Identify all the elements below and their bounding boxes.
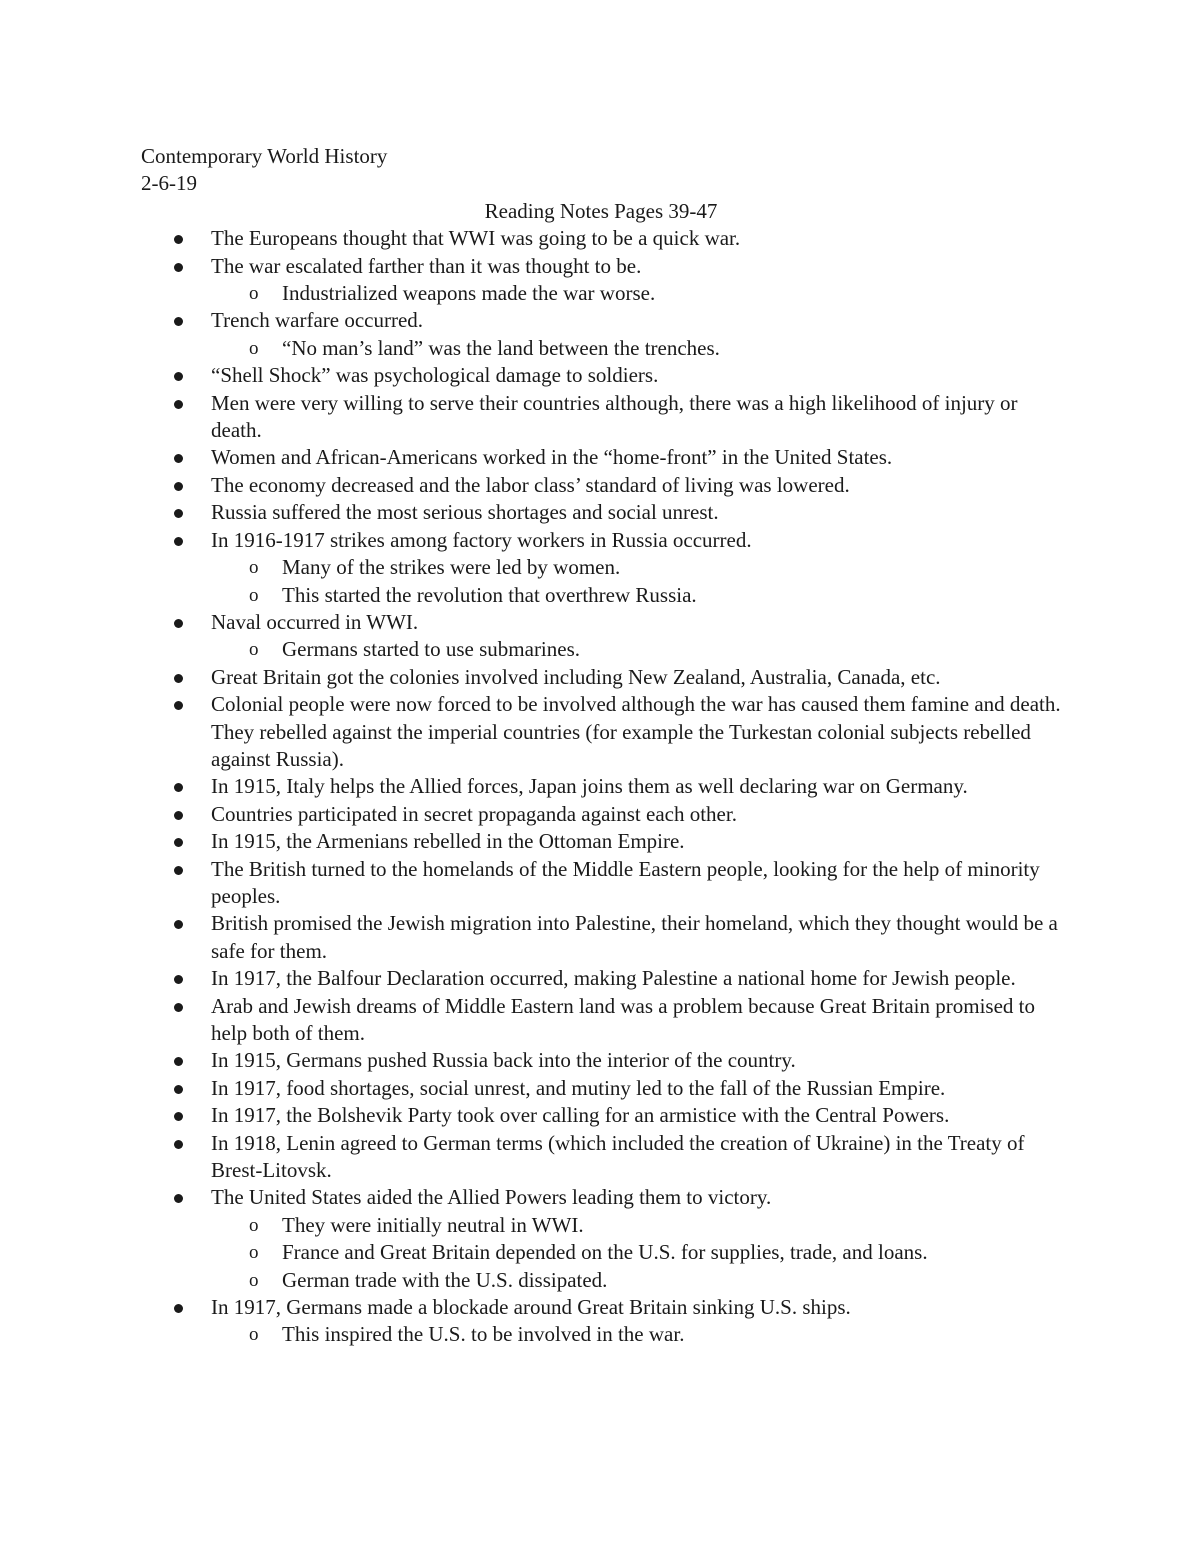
sub-note-text: France and Great Britain depended on the U.S. for supplies, trade, and loans. — [282, 1240, 928, 1265]
note-text: In 1916-1917 strikes among factory workers in Russia occurred. — [211, 527, 752, 552]
note-item — [141, 910, 1071, 965]
note-text: The economy decreased and the labor class’ standard of living was lowered. — [211, 472, 850, 497]
note-item — [141, 390, 1071, 445]
sub-note-text: German trade with the U.S. dissipated. — [282, 1267, 608, 1292]
note-item — [141, 253, 1071, 280]
bullet-dot-icon — [174, 509, 183, 518]
note-text: In 1917, food shortages, social unrest, and mutiny led to the fall of the Russian Empire. — [211, 1075, 946, 1100]
note-text: The United States aided the Allied Powers leading them to victory. — [211, 1185, 772, 1210]
bullet-dot-icon — [174, 400, 183, 409]
sub-bullet-icon: o — [249, 337, 259, 359]
note-item — [141, 1130, 1071, 1185]
note-item — [141, 1102, 1071, 1129]
bullet-dot-icon — [174, 701, 183, 710]
note-date: 2-6-19 — [141, 171, 197, 196]
note-text: Naval occurred in WWI. — [211, 609, 419, 634]
sub-bullet-icon: o — [249, 557, 259, 579]
sub-note-text: “No man’s land” was the land between the trenches. — [282, 335, 720, 360]
bullet-dot-icon — [174, 263, 183, 272]
note-text: British promised the Jewish migration into Palestine, their homeland, which they thought would be a safe for them. — [211, 911, 1058, 963]
note-item — [141, 472, 1071, 499]
bullet-dot-icon — [174, 454, 183, 463]
sub-bullet-icon: o — [249, 1242, 259, 1264]
bullet-dot-icon — [174, 537, 183, 546]
bullet-dot-icon — [174, 783, 183, 792]
note-item — [141, 499, 1071, 526]
bullet-dot-icon — [174, 317, 183, 326]
bullet-dot-icon — [174, 482, 183, 491]
note-text: In 1915, Italy helps the Allied forces, Japan joins them as well declaring war on Germany. — [211, 774, 968, 799]
bullet-dot-icon — [174, 1057, 183, 1066]
bullet-dot-icon — [174, 1112, 183, 1121]
note-item — [141, 664, 1071, 691]
notes-list — [141, 225, 1071, 1349]
note-text: Countries participated in secret propaganda against each other. — [211, 801, 737, 826]
bullet-dot-icon — [174, 811, 183, 820]
note-item — [141, 362, 1071, 389]
note-item — [141, 856, 1071, 911]
note-text: In 1918, Lenin agreed to German terms (which included the creation of Ukraine) in the Treaty of Brest-Litovsk. — [211, 1130, 1025, 1183]
note-item — [141, 1294, 1071, 1321]
note-text: In 1917, Germans made a blockade around Great Britain sinking U.S. ships. — [211, 1295, 851, 1320]
note-item — [141, 993, 1071, 1048]
sub-note-item — [141, 1267, 1071, 1294]
document-body — [141, 143, 1071, 1349]
sub-bullet-icon: o — [249, 283, 259, 305]
note-text: In 1915, the Armenians rebelled in the Ottoman Empire. — [211, 829, 685, 854]
sub-note-item — [141, 1321, 1071, 1348]
note-item — [141, 307, 1071, 334]
bullet-dot-icon — [174, 1003, 183, 1012]
sub-note-item — [141, 582, 1071, 609]
sub-bullet-icon: o — [249, 584, 259, 606]
sub-note-item — [141, 1239, 1071, 1266]
note-text: Arab and Jewish dreams of Middle Eastern land was a problem because Great Britain promised to help both of them. — [211, 993, 1036, 1045]
note-text: In 1915, Germans pushed Russia back into the interior of the country. — [211, 1048, 796, 1073]
bullet-dot-icon — [174, 619, 183, 628]
note-item — [141, 444, 1071, 471]
note-item — [141, 828, 1071, 855]
sub-note-item — [141, 1212, 1071, 1239]
bullet-dot-icon — [174, 920, 183, 929]
bullet-dot-icon — [174, 838, 183, 847]
sub-note-item — [141, 335, 1071, 362]
note-item — [141, 691, 1071, 773]
sub-note-text: This started the revolution that overthrew Russia. — [282, 582, 697, 607]
note-item — [141, 773, 1071, 800]
bullet-dot-icon — [174, 235, 183, 244]
bullet-dot-icon — [174, 1304, 183, 1313]
bullet-dot-icon — [174, 1085, 183, 1094]
note-text: Men were very willing to serve their countries although, there was a high likelihood of injury or death. — [211, 390, 1018, 443]
note-item — [141, 609, 1071, 636]
bullet-dot-icon — [174, 674, 183, 683]
sub-bullet-icon: o — [249, 1324, 259, 1346]
note-item — [141, 1075, 1071, 1102]
note-item — [141, 1047, 1071, 1074]
bullet-dot-icon — [174, 1140, 183, 1149]
sub-note-item — [141, 636, 1071, 663]
note-item — [141, 1184, 1071, 1211]
sub-note-text: Industrialized weapons made the war worse. — [282, 281, 656, 306]
note-text: Trench warfare occurred. — [211, 308, 424, 333]
course-name: Contemporary World History — [141, 144, 388, 168]
note-text: The British turned to the homelands of the Middle Eastern people, looking for the help of minority peoples. — [211, 856, 1040, 908]
sub-note-text: Germans started to use submarines. — [282, 637, 581, 662]
note-item — [141, 965, 1071, 992]
sub-note-text: They were initially neutral in WWI. — [282, 1212, 584, 1237]
bullet-dot-icon — [174, 975, 183, 984]
note-text: In 1917, the Bolshevik Party took over calling for an armistice with the Central Powers. — [211, 1103, 950, 1128]
sub-note-item — [141, 554, 1071, 581]
note-text: “Shell Shock” was psychological damage to soldiers. — [211, 363, 659, 388]
sub-bullet-icon: o — [249, 1214, 259, 1236]
note-text: Russia suffered the most serious shortages and social unrest. — [211, 500, 719, 525]
sub-note-text: This inspired the U.S. to be involved in the war. — [282, 1322, 685, 1347]
note-text: Colonial people were now forced to be involved although the war has caused them famine and death. They rebelled against the imperial countries (for example the Turkestan colonial subjects rebelled against Russia). — [211, 692, 1061, 771]
bullet-dot-icon — [174, 1194, 183, 1203]
sub-bullet-icon: o — [249, 639, 259, 661]
page-title: Reading Notes Pages 39-47 — [484, 198, 718, 223]
sub-bullet-icon: o — [249, 1269, 259, 1291]
note-item — [141, 527, 1071, 554]
note-item — [141, 225, 1071, 252]
sub-note-item — [141, 280, 1071, 307]
note-text: Great Britain got the colonies involved including New Zealand, Australia, Canada, etc. — [211, 664, 941, 689]
note-text: The war escalated farther than it was thought to be. — [211, 253, 642, 278]
note-text: Women and African-Americans worked in the “home-front” in the United States. — [211, 445, 893, 470]
sub-note-text: Many of the strikes were led by women. — [282, 555, 621, 580]
note-text: The Europeans thought that WWI was going to be a quick war. — [211, 226, 741, 251]
note-item — [141, 801, 1071, 828]
note-text: In 1917, the Balfour Declaration occurred, making Palestine a national home for Jewish people. — [211, 966, 1016, 991]
bullet-dot-icon — [174, 866, 183, 875]
bullet-dot-icon — [174, 372, 183, 381]
